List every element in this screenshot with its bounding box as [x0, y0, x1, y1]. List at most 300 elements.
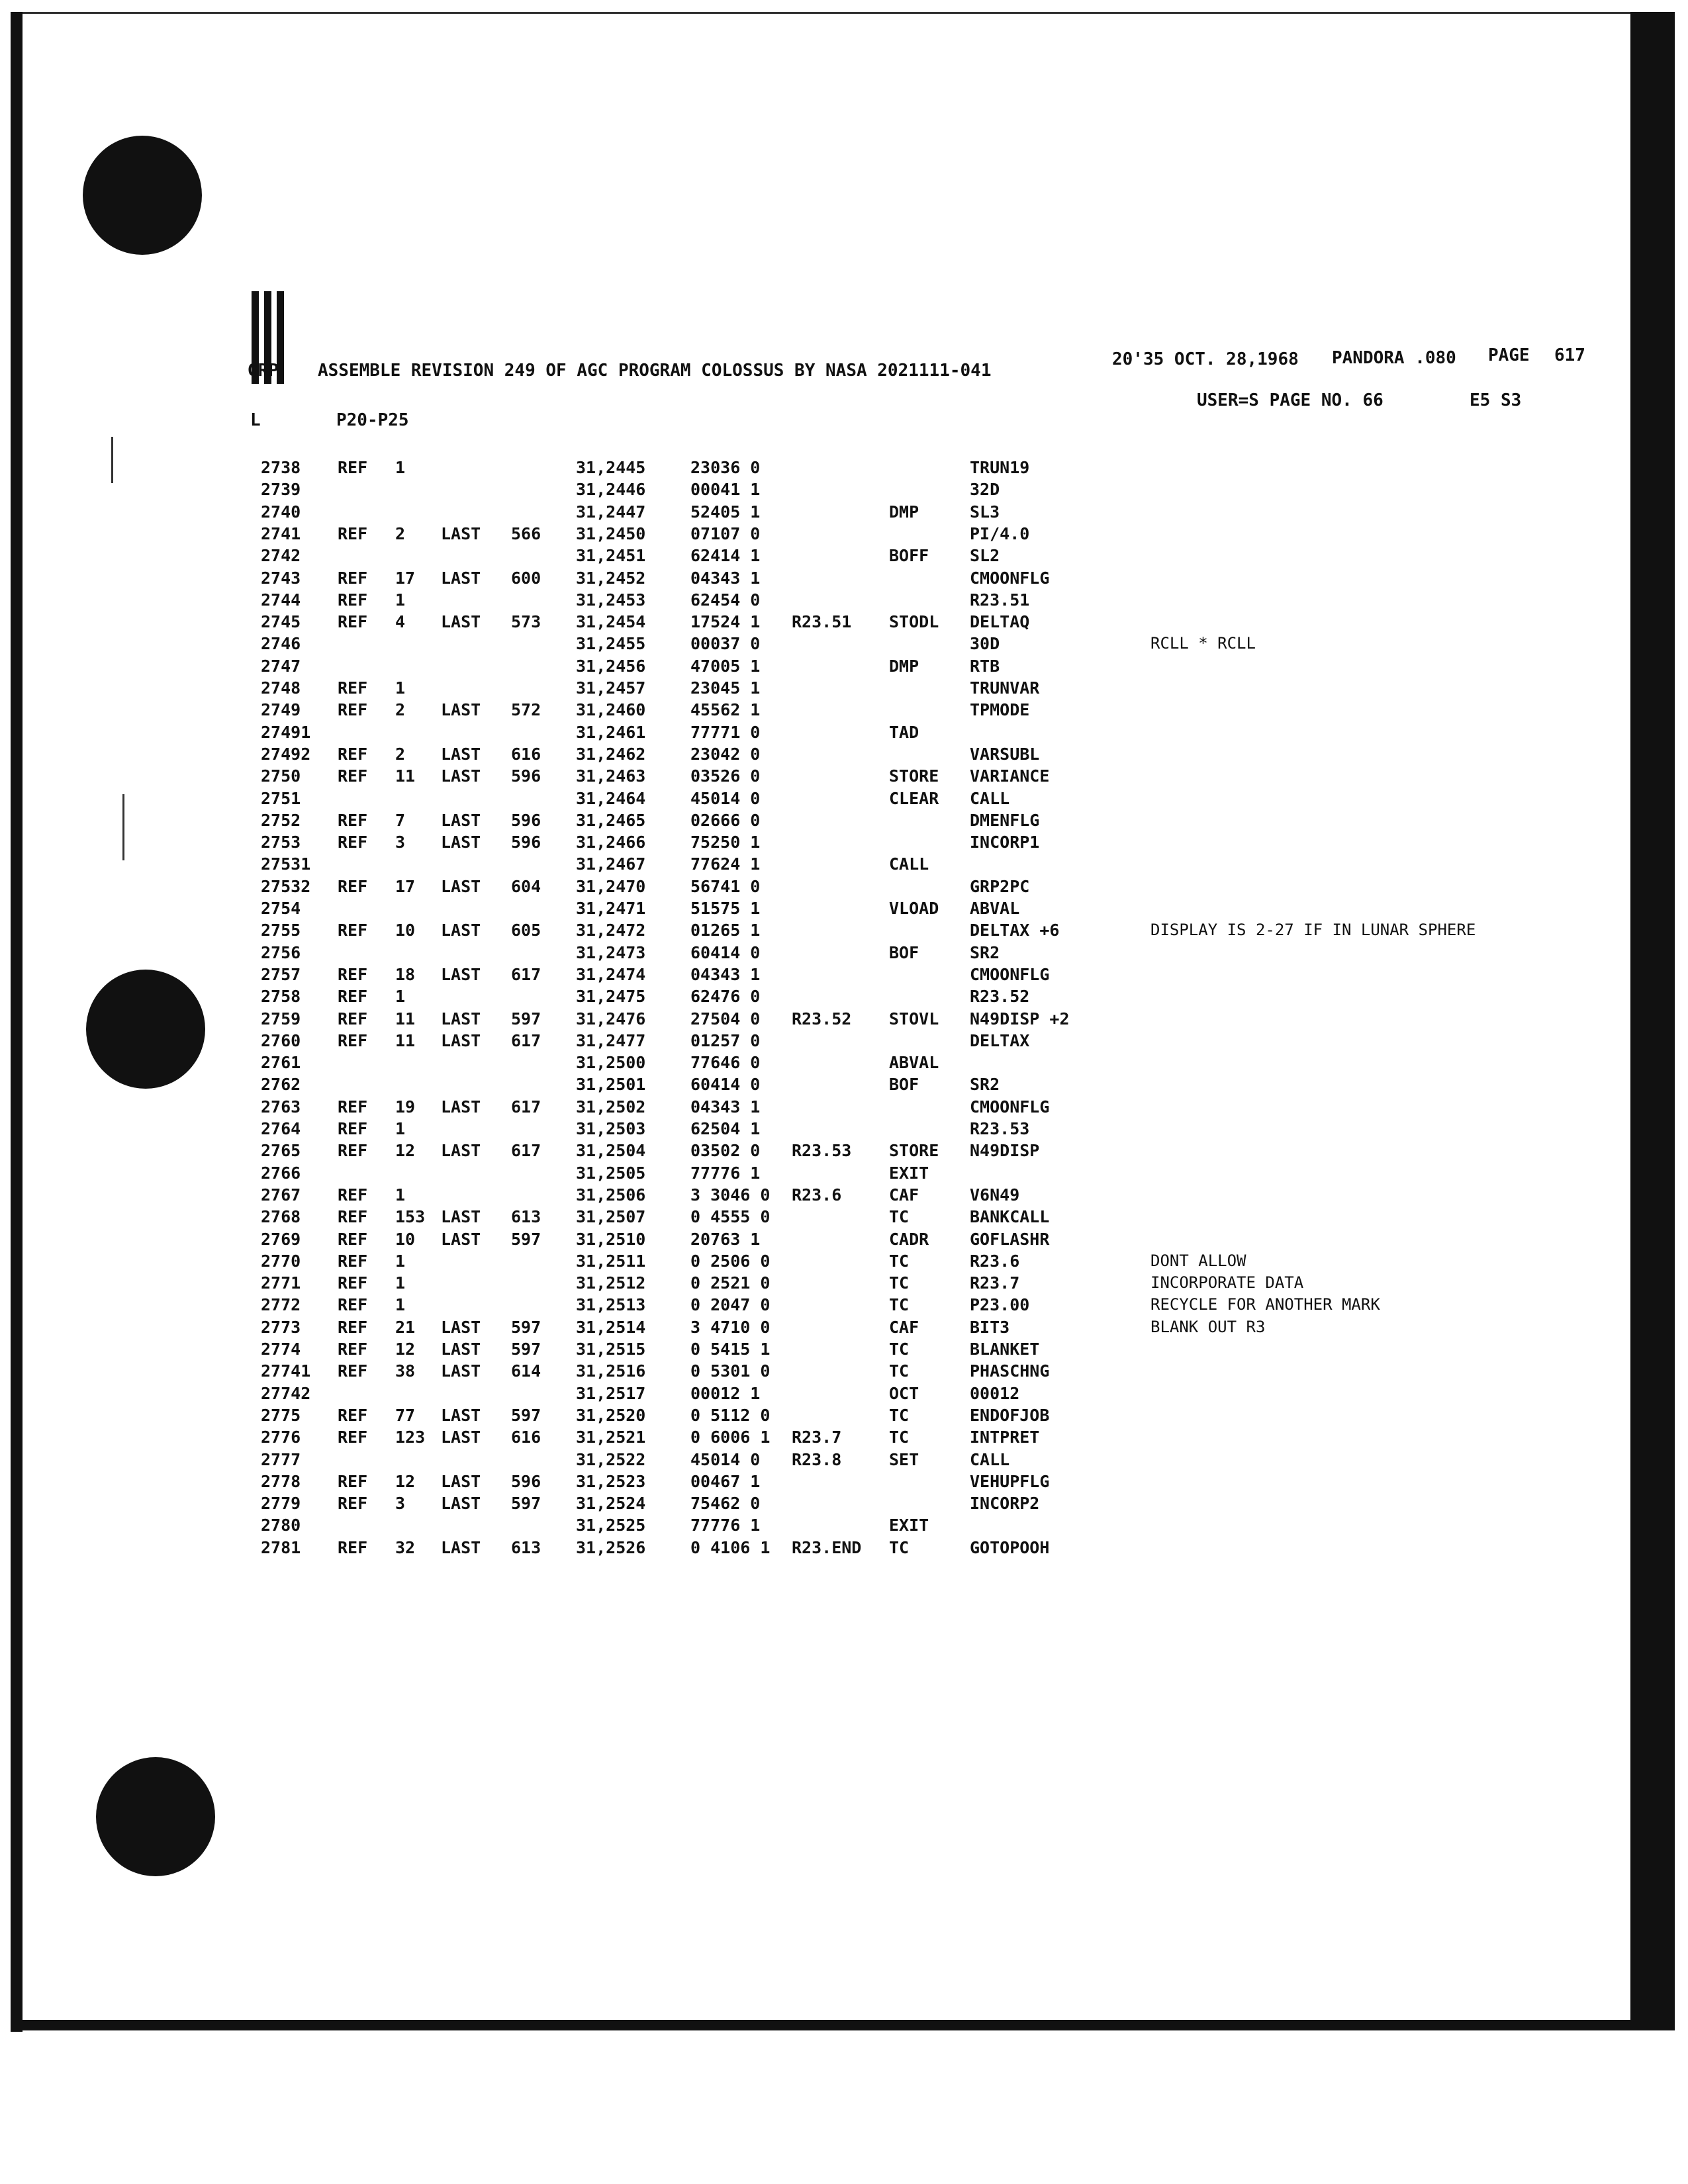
bank-address: 31,2523	[576, 1472, 646, 1491]
line-number: 2777	[261, 1450, 301, 1469]
octal-code: 3 3046 0	[690, 1185, 771, 1205]
octal-code: 0 5112 0	[690, 1406, 771, 1425]
ref-count: 3	[395, 833, 406, 852]
operand: TRUNVAR	[970, 678, 1040, 698]
bank-address: 31,2474	[576, 965, 646, 984]
operand: 30D	[970, 634, 1000, 653]
operand: N49DISP +2	[970, 1009, 1070, 1028]
ref-keyword: REF	[338, 877, 368, 896]
octal-code: 51575 1	[690, 899, 761, 918]
ref-keyword: REF	[338, 1031, 368, 1050]
last-keyword: LAST	[441, 569, 481, 588]
symbol-label: R23.6	[792, 1185, 842, 1205]
listing-row	[0, 1428, 1589, 1451]
operand: GRP2PC	[970, 877, 1030, 896]
listing-row	[0, 1119, 1589, 1143]
bank-address: 31,2461	[576, 723, 646, 742]
last-page: 616	[511, 1428, 541, 1447]
ref-keyword: REF	[338, 1230, 368, 1249]
octal-code: 47005 1	[690, 657, 761, 676]
operand: VARIANCE	[970, 766, 1050, 786]
last-page: 596	[511, 811, 541, 830]
bank-address: 31,2463	[576, 766, 646, 786]
punch-hole-bottom	[96, 1757, 215, 1876]
operand: SR2	[970, 943, 1000, 962]
listing-row	[0, 1163, 1589, 1187]
op-code: OCT	[889, 1384, 919, 1403]
bank-address: 31,2522	[576, 1450, 646, 1469]
line-number: 2739	[261, 480, 301, 499]
operand: SR2	[970, 1075, 1000, 1094]
last-keyword: LAST	[441, 1318, 481, 1337]
last-page: 573	[511, 612, 541, 631]
op-code: STORE	[889, 1141, 939, 1160]
octal-code: 00041 1	[690, 480, 761, 499]
symbol-label: R23.53	[792, 1141, 852, 1160]
ref-keyword: REF	[338, 1494, 368, 1513]
bank-address: 31,2501	[576, 1075, 646, 1094]
punch-hole-top	[83, 136, 202, 255]
octal-code: 77624 1	[690, 854, 761, 874]
ref-count: 19	[395, 1097, 416, 1116]
listing-row	[0, 766, 1589, 790]
octal-code: 01265 1	[690, 921, 761, 940]
listing-row	[0, 700, 1589, 724]
octal-code: 0 2521 0	[690, 1273, 771, 1293]
ref-count: 1	[395, 1295, 406, 1314]
line-number: 2750	[261, 766, 301, 786]
operand: GOTOPOOH	[970, 1538, 1050, 1557]
line-number: 2747	[261, 657, 301, 676]
ref-count: 10	[395, 1230, 416, 1249]
ref-count: 7	[395, 811, 406, 830]
line-number: 2762	[261, 1075, 301, 1094]
last-keyword: LAST	[441, 1538, 481, 1557]
operand: RTB	[970, 657, 1000, 676]
bank-address: 31,2510	[576, 1230, 646, 1249]
ref-count: 12	[395, 1472, 416, 1491]
op-code: CLEAR	[889, 789, 939, 808]
listing-row	[0, 524, 1589, 548]
last-page: 596	[511, 833, 541, 852]
bank-address: 31,2472	[576, 921, 646, 940]
ref-count: 17	[395, 569, 416, 588]
operand: PHASCHNG	[970, 1361, 1050, 1381]
operand: DELTAX	[970, 1031, 1030, 1050]
bank-address: 31,2446	[576, 480, 646, 499]
operand: CMOONFLG	[970, 569, 1050, 588]
last-page: 596	[511, 766, 541, 786]
last-page: 572	[511, 700, 541, 719]
listing-row	[0, 1340, 1589, 1363]
listing-row	[0, 678, 1589, 702]
ref-keyword: REF	[338, 1428, 368, 1447]
line-number: 2753	[261, 833, 301, 852]
last-keyword: LAST	[441, 1009, 481, 1028]
op-code: TC	[889, 1295, 910, 1314]
listing-row	[0, 1251, 1589, 1275]
listing-row	[0, 854, 1589, 878]
ref-keyword: REF	[338, 700, 368, 719]
octal-code: 07107 0	[690, 524, 761, 543]
ref-count: 17	[395, 877, 416, 896]
octal-code: 62504 1	[690, 1119, 761, 1138]
line-number: 27491	[261, 723, 311, 742]
octal-code: 62454 0	[690, 590, 761, 610]
listing-row	[0, 723, 1589, 747]
operand: CALL	[970, 1450, 1010, 1469]
operand: PI/4.0	[970, 524, 1030, 543]
listing-title: ASSEMBLE REVISION 249 OF AGC PROGRAM COLOSSUS BY NASA 2021111-041	[318, 361, 992, 381]
octal-code: 00467 1	[690, 1472, 761, 1491]
octal-code: 45562 1	[690, 700, 761, 719]
ref-keyword: REF	[338, 1406, 368, 1425]
listing-row	[0, 480, 1589, 504]
ref-keyword: REF	[338, 1141, 368, 1160]
octal-code: 77646 0	[690, 1053, 761, 1072]
line-number: 2749	[261, 700, 301, 719]
octal-code: 20763 1	[690, 1230, 761, 1249]
op-code: STORE	[889, 766, 939, 786]
ref-count: 77	[395, 1406, 416, 1425]
bank-address: 31,2473	[576, 943, 646, 962]
listing-row	[0, 634, 1589, 658]
octal-code: 75462 0	[690, 1494, 761, 1513]
comment: RCLL * RCLL	[1150, 634, 1256, 653]
octal-code: 17524 1	[690, 612, 761, 631]
listing-row	[0, 943, 1589, 967]
octal-code: 27504 0	[690, 1009, 761, 1028]
op-code: STODL	[889, 612, 939, 631]
last-page: 617	[511, 1097, 541, 1116]
octal-code: 0 4106 1	[690, 1538, 771, 1557]
listing-row	[0, 1406, 1589, 1430]
bank-address: 31,2514	[576, 1318, 646, 1337]
operand: VEHUPFLG	[970, 1472, 1050, 1491]
bank-address: 31,2515	[576, 1340, 646, 1359]
op-code: CALL	[889, 854, 929, 874]
bank-address: 31,2504	[576, 1141, 646, 1160]
line-number: 2778	[261, 1472, 301, 1491]
last-page: 596	[511, 1472, 541, 1491]
ref-keyword: REF	[338, 1207, 368, 1226]
bank-address: 31,2500	[576, 1053, 646, 1072]
line-number: 2764	[261, 1119, 301, 1138]
bank-address: 31,2517	[576, 1384, 646, 1403]
listing-row	[0, 833, 1589, 856]
print-datetime: 20'35 OCT. 28,1968	[1112, 349, 1299, 369]
octal-code: 45014 0	[690, 1450, 761, 1469]
ref-keyword: REF	[338, 524, 368, 543]
ref-count: 4	[395, 612, 406, 631]
line-number: 2740	[261, 502, 301, 522]
octal-code: 23036 0	[690, 458, 761, 477]
listing-row	[0, 987, 1589, 1011]
operand: SL3	[970, 502, 1000, 522]
ref-keyword: REF	[338, 745, 368, 764]
last-keyword: LAST	[441, 1406, 481, 1425]
ref-count: 1	[395, 590, 406, 610]
last-keyword: LAST	[441, 811, 481, 830]
bank-address: 31,2455	[576, 634, 646, 653]
operand: BANKCALL	[970, 1207, 1050, 1226]
ref-count: 12	[395, 1340, 416, 1359]
ref-keyword: REF	[338, 458, 368, 477]
listing-row	[0, 1538, 1589, 1562]
last-keyword: LAST	[441, 833, 481, 852]
octal-code: 23042 0	[690, 745, 761, 764]
page-label: PAGE	[1488, 345, 1530, 365]
octal-code: 62414 1	[690, 546, 761, 565]
octal-code: 56741 0	[690, 877, 761, 896]
operand: DELTAQ	[970, 612, 1030, 631]
ref-count: 11	[395, 766, 416, 786]
symbol-label: R23.52	[792, 1009, 852, 1028]
right-scan-border	[1630, 12, 1675, 2030]
last-keyword: LAST	[441, 1230, 481, 1249]
line-number: 2772	[261, 1295, 301, 1314]
symbol-label: R23.7	[792, 1428, 842, 1447]
listing-row	[0, 1207, 1589, 1231]
octal-code: 0 4555 0	[690, 1207, 771, 1226]
ref-count: 153	[395, 1207, 426, 1226]
octal-code: 62476 0	[690, 987, 761, 1006]
octal-code: 77776 1	[690, 1516, 761, 1535]
ref-count: 1	[395, 678, 406, 698]
listing-row	[0, 877, 1589, 901]
bank-address: 31,2454	[576, 612, 646, 631]
octal-code: 04343 1	[690, 965, 761, 984]
listing-row	[0, 1075, 1589, 1099]
last-keyword: LAST	[441, 524, 481, 543]
last-keyword: LAST	[441, 1097, 481, 1116]
last-page: 597	[511, 1406, 541, 1425]
last-page: 600	[511, 569, 541, 588]
listing-row	[0, 657, 1589, 680]
listing-row	[0, 789, 1589, 813]
line-number: 27492	[261, 745, 311, 764]
bank-address: 31,2526	[576, 1538, 646, 1557]
ref-keyword: REF	[338, 987, 368, 1006]
line-number: 2751	[261, 789, 301, 808]
operand: R23.6	[970, 1251, 1020, 1271]
operand: TRUN19	[970, 458, 1030, 477]
line-number: 2771	[261, 1273, 301, 1293]
ref-keyword: REF	[338, 612, 368, 631]
last-keyword: LAST	[441, 1031, 481, 1050]
op-code: BOF	[889, 1075, 919, 1094]
line-number: 2743	[261, 569, 301, 588]
bank-address: 31,2521	[576, 1428, 646, 1447]
ref-count: 123	[395, 1428, 426, 1447]
listing-row	[0, 590, 1589, 614]
octal-code: 04343 1	[690, 1097, 761, 1116]
line-number: 2763	[261, 1097, 301, 1116]
left-marker: L	[250, 410, 261, 430]
listing-row	[0, 1472, 1589, 1496]
operand: DELTAX +6	[970, 921, 1060, 940]
last-keyword: LAST	[441, 1340, 481, 1359]
line-number: 2765	[261, 1141, 301, 1160]
line-number: 27742	[261, 1384, 311, 1403]
listing-row	[0, 1384, 1589, 1408]
last-keyword: LAST	[441, 745, 481, 764]
ref-keyword: REF	[338, 1185, 368, 1205]
operand: VARSUBL	[970, 745, 1040, 764]
line-number: 2781	[261, 1538, 301, 1557]
line-number: 2738	[261, 458, 301, 477]
ref-keyword: REF	[338, 1251, 368, 1271]
line-number: 2760	[261, 1031, 301, 1050]
op-code: STOVL	[889, 1009, 939, 1028]
line-number: 27741	[261, 1361, 311, 1381]
bank-address: 31,2471	[576, 899, 646, 918]
operand: V6N49	[970, 1185, 1020, 1205]
op-code: DMP	[889, 502, 919, 522]
line-number: 27531	[261, 854, 311, 874]
ref-count: 2	[395, 524, 406, 543]
bank-address: 31,2447	[576, 502, 646, 522]
line-number: 27532	[261, 877, 311, 896]
bank-address: 31,2513	[576, 1295, 646, 1314]
last-page: 613	[511, 1207, 541, 1226]
operand: R23.53	[970, 1119, 1030, 1138]
octal-code: 00037 0	[690, 634, 761, 653]
op-code: EXIT	[889, 1163, 929, 1183]
last-keyword: LAST	[441, 1141, 481, 1160]
op-code: CAF	[889, 1185, 919, 1205]
line-number: 2742	[261, 546, 301, 565]
last-keyword: LAST	[441, 612, 481, 631]
line-number: 2776	[261, 1428, 301, 1447]
bank-address: 31,2453	[576, 590, 646, 610]
last-keyword: LAST	[441, 1472, 481, 1491]
line-number: 2752	[261, 811, 301, 830]
line-number: 2766	[261, 1163, 301, 1183]
line-number: 2770	[261, 1251, 301, 1271]
bank-address: 31,2512	[576, 1273, 646, 1293]
octal-code: 77776 1	[690, 1163, 761, 1183]
line-number: 2756	[261, 943, 301, 962]
octal-code: 01257 0	[690, 1031, 761, 1050]
ref-keyword: REF	[338, 1009, 368, 1028]
ref-count: 1	[395, 1273, 406, 1293]
bank-address: 31,2462	[576, 745, 646, 764]
program-range: P20-P25	[336, 410, 409, 430]
operand: ENDOFJOB	[970, 1406, 1050, 1425]
last-page: 614	[511, 1361, 541, 1381]
bank-address: 31,2464	[576, 789, 646, 808]
line-number: 2761	[261, 1053, 301, 1072]
operand: INTPRET	[970, 1428, 1040, 1447]
ref-count: 1	[395, 1185, 406, 1205]
symbol-label: R23.51	[792, 612, 852, 631]
users-page-number: USER=S PAGE NO. 66	[1197, 390, 1383, 410]
operand: N49DISP	[970, 1141, 1040, 1160]
octal-code: 00012 1	[690, 1384, 761, 1403]
op-code: TC	[889, 1428, 910, 1447]
page-number: 617	[1554, 345, 1585, 365]
bottom-scan-border	[11, 2020, 1673, 2030]
line-number: 2768	[261, 1207, 301, 1226]
ref-count: 1	[395, 458, 406, 477]
bank-address: 31,2507	[576, 1207, 646, 1226]
line-number: 2755	[261, 921, 301, 940]
ref-keyword: REF	[338, 1340, 368, 1359]
comment: DONT ALLOW	[1150, 1251, 1246, 1270]
last-page: 617	[511, 965, 541, 984]
last-page: 597	[511, 1494, 541, 1513]
ref-keyword: REF	[338, 766, 368, 786]
last-keyword: LAST	[441, 1428, 481, 1447]
last-keyword: LAST	[441, 1494, 481, 1513]
octal-code: 0 5301 0	[690, 1361, 771, 1381]
line-number: 2754	[261, 899, 301, 918]
operand: TPMODE	[970, 700, 1030, 719]
bank-address: 31,2452	[576, 569, 646, 588]
operand: 32D	[970, 480, 1000, 499]
bank-address: 31,2503	[576, 1119, 646, 1138]
octal-code: 23045 1	[690, 678, 761, 698]
bank-address: 31,2467	[576, 854, 646, 874]
comment: BLANK OUT R3	[1150, 1318, 1266, 1336]
ref-keyword: REF	[338, 1538, 368, 1557]
listing-row	[0, 1318, 1589, 1342]
ref-keyword: REF	[338, 1318, 368, 1337]
bank-address: 31,2477	[576, 1031, 646, 1050]
op-code: VLOAD	[889, 899, 939, 918]
listing-row	[0, 1494, 1589, 1518]
octal-code: 0 5415 1	[690, 1340, 771, 1359]
operand: INCORP1	[970, 833, 1040, 852]
last-page: 616	[511, 745, 541, 764]
octal-code: 3 4710 0	[690, 1318, 771, 1337]
bank-address: 31,2460	[576, 700, 646, 719]
listing-row	[0, 1516, 1589, 1539]
listing-row	[0, 965, 1589, 989]
line-number: 2744	[261, 590, 301, 610]
last-page: 597	[511, 1340, 541, 1359]
ref-count: 1	[395, 1251, 406, 1271]
last-keyword: LAST	[441, 766, 481, 786]
bank-address: 31,2475	[576, 987, 646, 1006]
ref-count: 3	[395, 1494, 406, 1513]
line-number: 2773	[261, 1318, 301, 1337]
line-number: 2746	[261, 634, 301, 653]
ref-keyword: REF	[338, 1097, 368, 1116]
op-code: SET	[889, 1450, 919, 1469]
operand: INCORP2	[970, 1494, 1040, 1513]
listing-row	[0, 1141, 1589, 1165]
octal-code: 0 6006 1	[690, 1428, 771, 1447]
op-code: BOFF	[889, 546, 929, 565]
bank-address: 31,2502	[576, 1097, 646, 1116]
listing-row	[0, 1230, 1589, 1253]
octal-code: 02666 0	[690, 811, 761, 830]
ref-count: 18	[395, 965, 416, 984]
listing-row	[0, 612, 1589, 636]
operand: BIT3	[970, 1318, 1010, 1337]
ref-count: 32	[395, 1538, 416, 1557]
operand: GOFLASHR	[970, 1230, 1050, 1249]
op-code: CAF	[889, 1318, 919, 1337]
last-page: 597	[511, 1230, 541, 1249]
pandora-version: PANDORA .080	[1332, 348, 1456, 368]
ref-keyword: REF	[338, 590, 368, 610]
last-page: 617	[511, 1031, 541, 1050]
bank-address: 31,2505	[576, 1163, 646, 1183]
ref-count: 12	[395, 1141, 416, 1160]
